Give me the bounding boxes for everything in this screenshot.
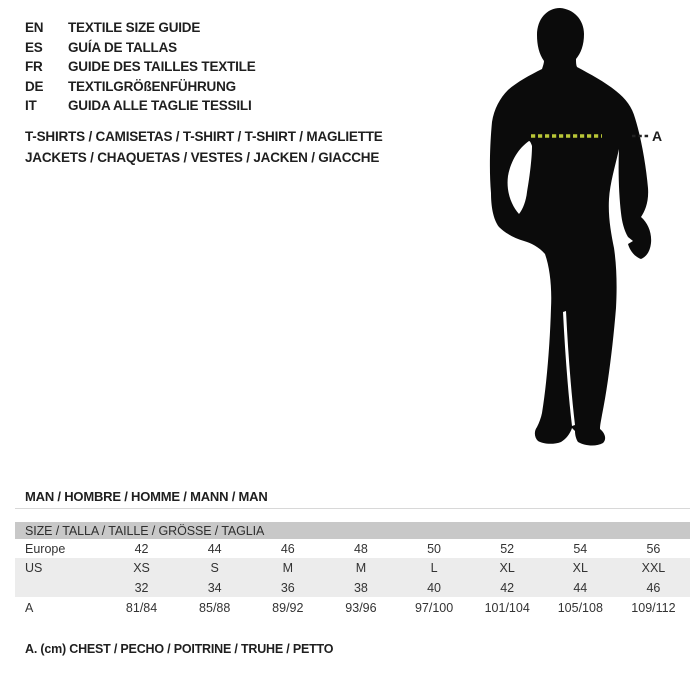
size-cell: 81/84 — [125, 600, 158, 615]
size-cell: 38 — [353, 580, 368, 595]
language-label: GUIDE DES TAILLES TEXTILE — [68, 59, 256, 75]
size-cell: XS — [133, 561, 150, 575]
size-cell: 101/104 — [484, 600, 530, 615]
divider-line — [15, 508, 690, 509]
row-label: A — [25, 600, 34, 615]
size-cell: M — [282, 561, 294, 575]
row-label: US — [25, 561, 43, 575]
table-row-europe — [15, 539, 690, 558]
size-cell: 85/88 — [199, 600, 231, 615]
size-cell: 34 — [207, 580, 222, 595]
size-cell: 42 — [134, 541, 149, 556]
silhouette-body — [490, 8, 651, 446]
size-cell: 32 — [134, 580, 149, 595]
size-table — [15, 522, 690, 618]
size-cell: XXL — [641, 561, 666, 575]
table-row-us — [15, 558, 690, 578]
language-code: FR — [25, 59, 43, 75]
size-cell: S — [210, 561, 219, 575]
size-cell: 109/112 — [631, 600, 676, 615]
size-cell: 48 — [353, 541, 368, 556]
size-cell: 89/92 — [272, 600, 304, 615]
category-line-jackets: JACKETS / CHAQUETAS / VESTES / JACKEN / GIACCHE — [25, 149, 380, 165]
language-label: GUÍA DE TALLAS — [68, 39, 177, 55]
size-cell: 44 — [573, 580, 588, 595]
size-cell: 44 — [207, 541, 222, 556]
size-table-header: SIZE / TALLA / TAILLE / GRÖSSE / TAGLIA — [15, 522, 690, 539]
size-cell: M — [355, 561, 367, 575]
size-cell: 42 — [500, 580, 515, 595]
language-code: ES — [25, 39, 43, 55]
language-label: GUIDA ALLE TAGLIE TESSILI — [68, 98, 252, 114]
size-cell: XL — [572, 561, 588, 575]
language-label: TEXTILE SIZE GUIDE — [68, 20, 201, 35]
language-code: DE — [25, 78, 44, 94]
size-cell: XL — [499, 561, 515, 575]
size-cell: 97/100 — [414, 600, 454, 615]
table-row-chest-measure — [15, 597, 690, 618]
measurement-footnote: A. (cm) CHEST / PECHO / POITRINE / TRUHE / PETTO — [25, 642, 334, 656]
row-label: Europe — [25, 541, 66, 556]
size-cell: 105/108 — [557, 600, 603, 615]
measure-point-label: A — [652, 128, 663, 144]
size-cell: 36 — [280, 580, 295, 595]
size-cell: 46 — [280, 541, 295, 556]
size-cell: 46 — [646, 580, 661, 595]
size-cell: L — [430, 561, 438, 575]
language-code: IT — [25, 98, 37, 114]
table-row-us-numeric — [15, 578, 690, 597]
gender-section-title: MAN / HOMBRE / HOMME / MANN / MAN — [25, 489, 268, 504]
language-label: TEXTILGRÖßENFÜHRUNG — [68, 78, 236, 94]
language-code: EN — [25, 20, 44, 35]
size-cell: 40 — [427, 580, 442, 595]
size-cell: 50 — [427, 541, 442, 556]
size-cell: 52 — [500, 541, 515, 556]
size-cell: 93/96 — [345, 600, 377, 615]
size-cell: 54 — [573, 541, 588, 556]
size-cell: 56 — [646, 541, 661, 556]
category-line-tshirts: T-SHIRTS / CAMISETAS / T-SHIRT / T-SHIRT / MAGLIETTE — [25, 129, 383, 144]
